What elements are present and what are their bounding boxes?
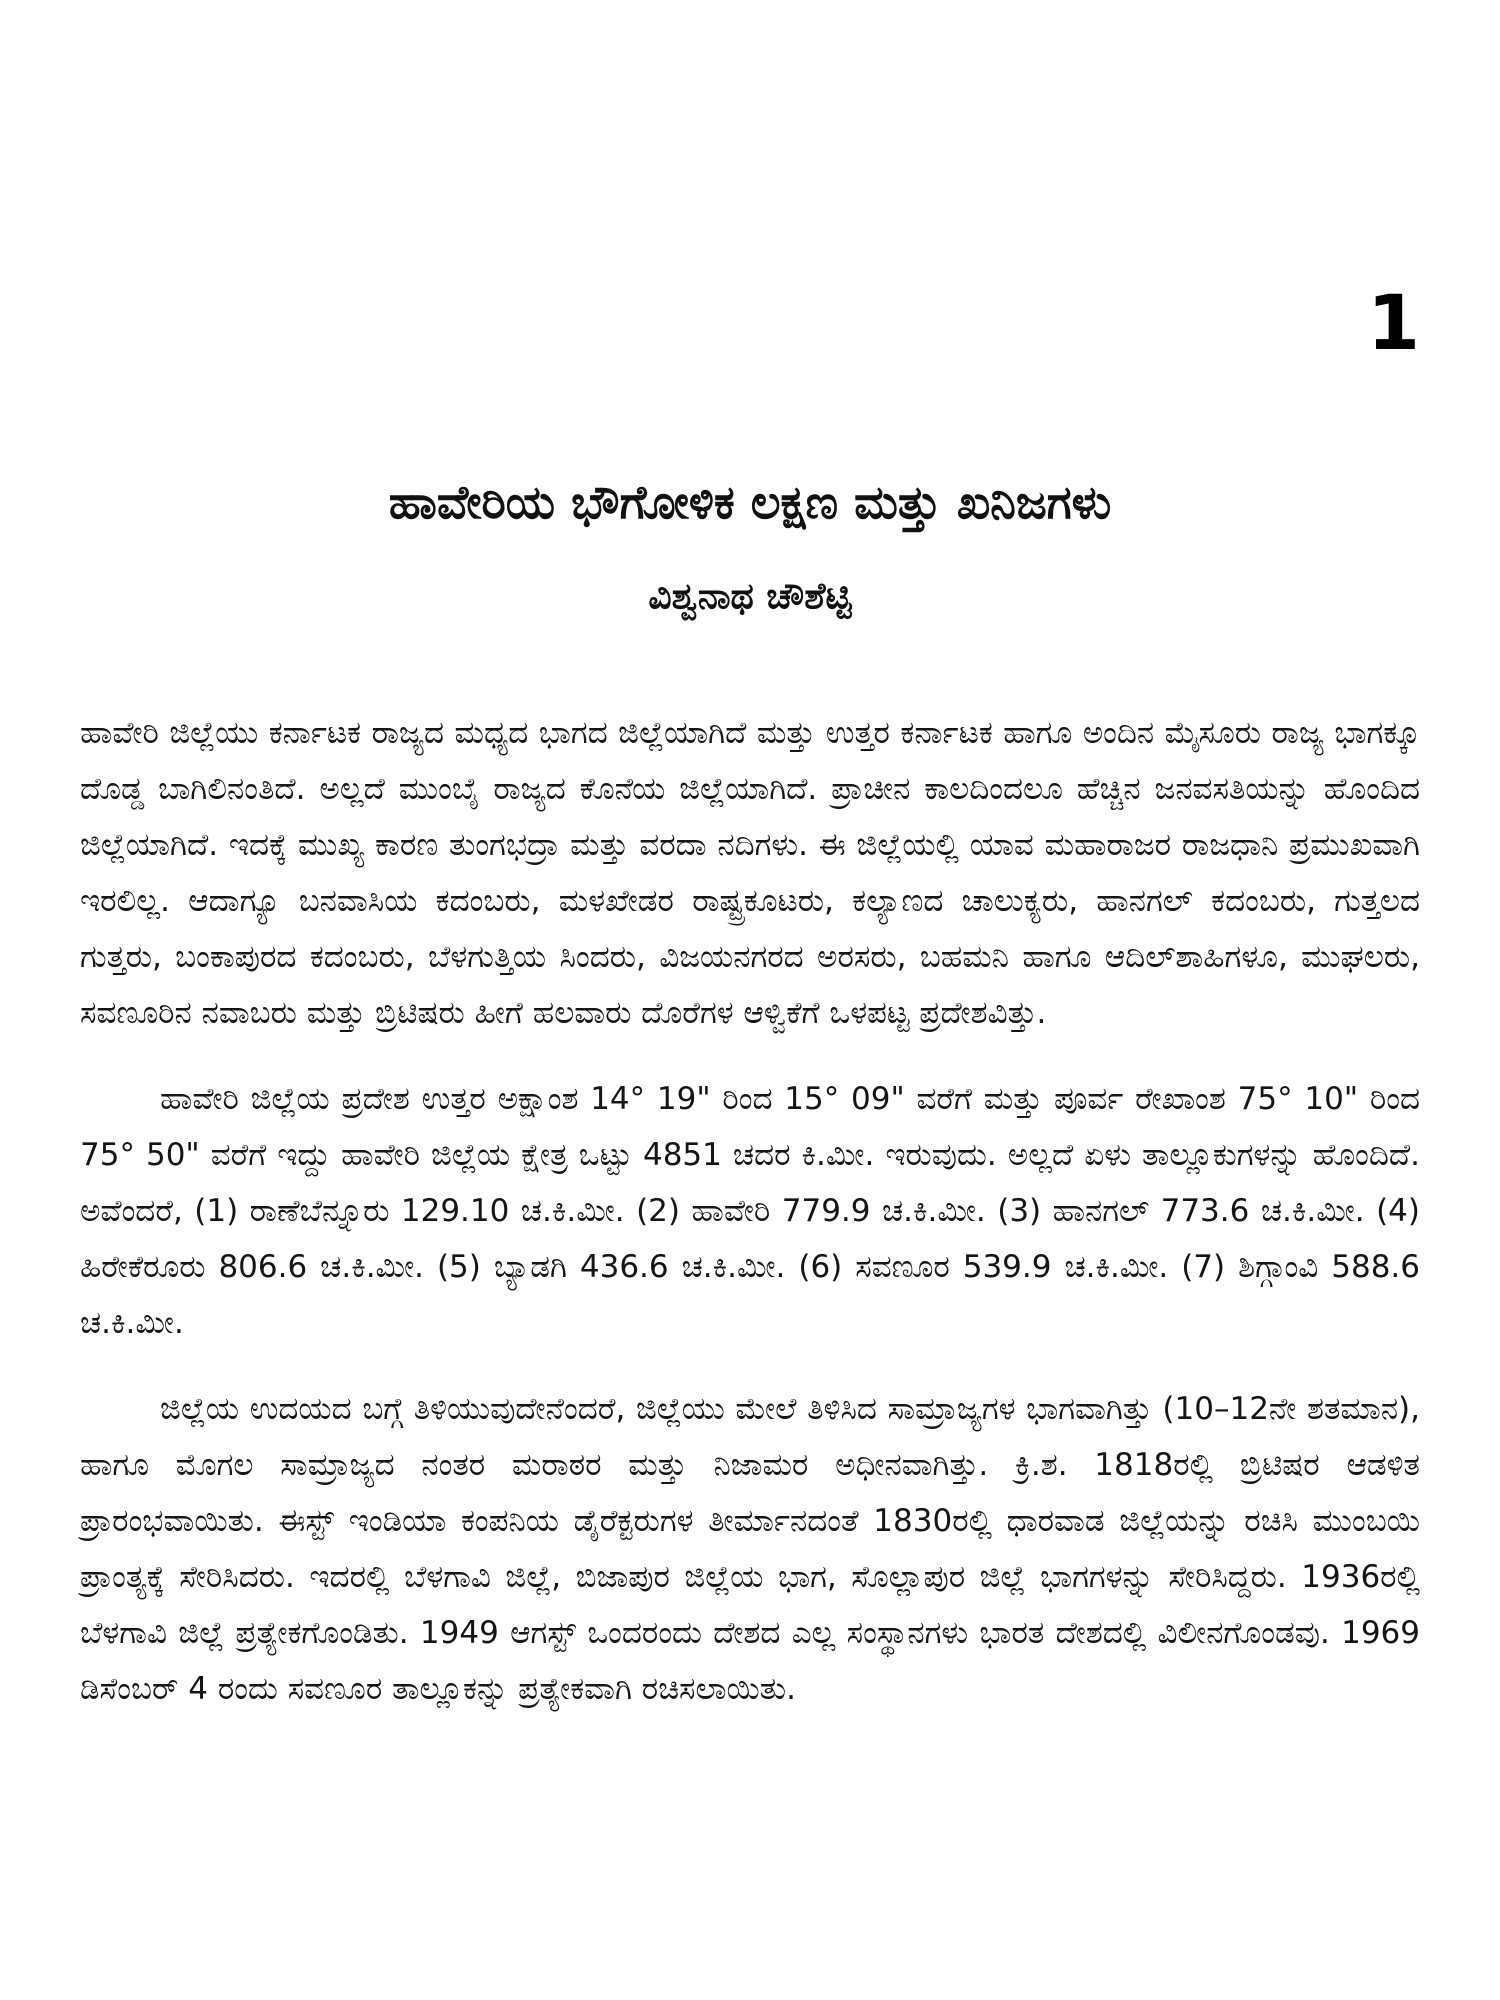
paragraph-1: ಹಾವೇರಿ ಜಿಲ್ಲೆಯು ಕರ್ನಾಟಕ ರಾಜ್ಯದ ಮಧ್ಯದ ಭಾಗದ ಜಿಲ್ಲೆಯಾಗಿದೆ ಮತ್ತು ಉತ್ತರ ಕರ್ನಾಟಕ ಹಾಗೂ ಅಂದಿನ ಮೈಸೂರು ರಾಜ್ಯ ಭಾಗಕ್ಕೂ ದೊಡ್ಡ ಬಾಗಿಲಿನಂತಿದೆ. ಅಲ್ಲದೆ ಮುಂಬೈ ರಾಜ್ಯದ ಕೊನೆಯ ಜಿಲ್ಲೆಯಾಗಿದೆ. ಪ್ರಾಚೀನ ಕಾಲದಿಂದಲೂ ಹೆಚ್ಚಿನ ಜನವಸತಿಯನ್ನು ಹೊಂದಿದ ಜಿಲ್ಲೆಯಾಗಿದೆ. ಇದಕ್ಕೆ ಮುಖ್ಯ ಕಾರಣ ತುಂಗಭದ್ರಾ ಮತ್ತು ವರದಾ ನದಿಗಳು. ಈ ಜಿಲ್ಲೆಯಲ್ಲಿ ಯಾವ ಮಹಾರಾಜರ ರಾಜಧಾನಿ ಪ್ರಮುಖವಾಗಿ ಇರಲಿಲ್ಲ. ಆದಾಗ್ಯೂ ಬನವಾಸಿಯ ಕದಂಬರು, ಮಳಖೇಡರ ರಾಷ್ಟ್ರಕೂಟರು, ಕಲ್ಯಾಣದ ಚಾಲುಕ್ಯರು, ಹಾನಗಲ್ ಕದಂಬರು, ಗುತ್ತಲದ ಗುತ್ತರು, ಬಂಕಾಪುರದ ಕದಂಬರು, ಬೆಳಗುತ್ತಿಯ ಸಿಂದರು, ವಿಜಯನಗರದ ಅರಸರು, ಬಹಮನಿ ಹಾಗೂ ಆದಿಲ್‌ಶಾಹಿಗಳೂ, ಮುಘಲರು, ಸವಣೂರಿನ ನವಾಬರು ಮತ್ತು ಬ್ರಿಟಿಷರು ಹೀಗೆ ಹಲವಾರು ದೊರೆಗಳ ಆಳ್ವಿಕೆಗೆ ಒಳಪಟ್ಟ ಪ್ರದೇಶವಿತ್ತು. bbox=[80, 715, 1420, 1031]
paragraph-2: ಹಾವೇರಿ ಜಿಲ್ಲೆಯ ಪ್ರದೇಶ ಉತ್ತರ ಅಕ್ಷಾಂಶ 14° 19" ರಿಂದ 15° 09" ವರೆಗೆ ಮತ್ತು ಪೂರ್ವ ರೇಖಾಂಶ 75° 10" ರಿಂದ 75° 50" ವರೆಗೆ ಇದ್ದು ಹಾವೇರಿ ಜಿಲ್ಲೆಯ ಕ್ಷೇತ್ರ ಒಟ್ಟು 4851 ಚದರ ಕಿ.ಮೀ. ಇರುವುದು. ಅಲ್ಲದೆ ಏಳು ತಾಲ್ಲೂಕುಗಳನ್ನು ಹೊಂದಿದೆ. ಅವೆಂದರೆ, (1) ರಾಣೆಬೆನ್ನೂರು 129.10 ಚ.ಕಿ.ಮೀ. (2) ಹಾವೇರಿ 779.9 ಚ.ಕಿ.ಮೀ. (3) ಹಾನಗಲ್ 773.6 ಚ.ಕಿ.ಮೀ. (4) ಹಿರೇಕೆರೂರು 806.6 ಚ.ಕಿ.ಮೀ. (5) ಬ್ಯಾಡಗಿ 436.6 ಚ.ಕಿ.ಮೀ. (6) ಸವಣೂರ 539.9 ಚ.ಕಿ.ಮೀ. (7) ಶಿಗ್ಗಾಂವಿ 588.6 ಚ.ಕಿ.ಮೀ. bbox=[80, 1081, 1420, 1341]
paragraph-3: ಜಿಲ್ಲೆಯ ಉದಯದ ಬಗ್ಗೆ ತಿಳಿಯುವುದೇನೆಂದರೆ, ಜಿಲ್ಲೆಯು ಮೇಲೆ ತಿಳಿಸಿದ ಸಾಮ್ರಾಜ್ಯಗಳ ಭಾಗವಾಗಿತ್ತು (10–12ನೇ ಶತಮಾನ), ಹಾಗೂ ಮೊಗಲ ಸಾಮ್ರಾಜ್ಯದ ನಂತರ ಮರಾಠರ ಮತ್ತು ನಿಜಾಮರ ಅಧೀನವಾಗಿತ್ತು. ಕ್ರಿ.ಶ. 1818ರಲ್ಲಿ ಬ್ರಿಟಿಷರ ಆಡಳಿತ ಪ್ರಾರಂಭವಾಯಿತು. ಈಸ್ಟ್ ಇಂಡಿಯಾ ಕಂಪನಿಯ ಡೈರೆಕ್ಟರುಗಳ ತೀರ್ಮಾನದಂತೆ 1830ರಲ್ಲಿ ಧಾರವಾಡ ಜಿಲ್ಲೆಯನ್ನು ರಚಿಸಿ ಮುಂಬಯಿ ಪ್ರಾಂತ್ಯಕ್ಕೆ ಸೇರಿಸಿದರು. ಇದರಲ್ಲಿ ಬೆಳಗಾವಿ ಜಿಲ್ಲೆ, ಬಿಜಾಪುರ ಜಿಲ್ಲೆಯ ಭಾಗ, ಸೊಲ್ಲಾಪುರ ಜಿಲ್ಲೆ ಭಾಗಗಳನ್ನು ಸೇರಿಸಿದ್ದರು. 1936ರಲ್ಲಿ ಬೆಳಗಾವಿ ಜಿಲ್ಲೆ ಪ್ರತ್ಯೇಕಗೊಂಡಿತು. 1949 ಆಗಸ್ಟ್ ಒಂದರಂದು ದೇಶದ ಎಲ್ಲ ಸಂಸ್ಥಾನಗಳು ಭಾರತ ದೇಶದಲ್ಲಿ ವಿಲೀನಗೊಂಡವು. 1969 ಡಿಸೆಂಬರ್ 4 ರಂದು ಸವಣೂರ ತಾಲ್ಲೂಕನ್ನು ಪ್ರತ್ಯೇಕವಾಗಿ ರಚಿಸಲಾಯಿತು. bbox=[80, 1391, 1420, 1707]
body-text bbox=[80, 705, 1420, 1747]
author-name: ವಿಶ್ವನಾಥ ಚೌಶೆಟ್ಟಿ bbox=[648, 576, 852, 617]
chapter-title: ಹಾವೇರಿಯ ಭೌಗೋಳಿಕ ಲಕ್ಷಣ ಮತ್ತು ಖನಿಜಗಳು bbox=[388, 475, 1112, 529]
chapter-number: 1 bbox=[1367, 278, 1420, 367]
